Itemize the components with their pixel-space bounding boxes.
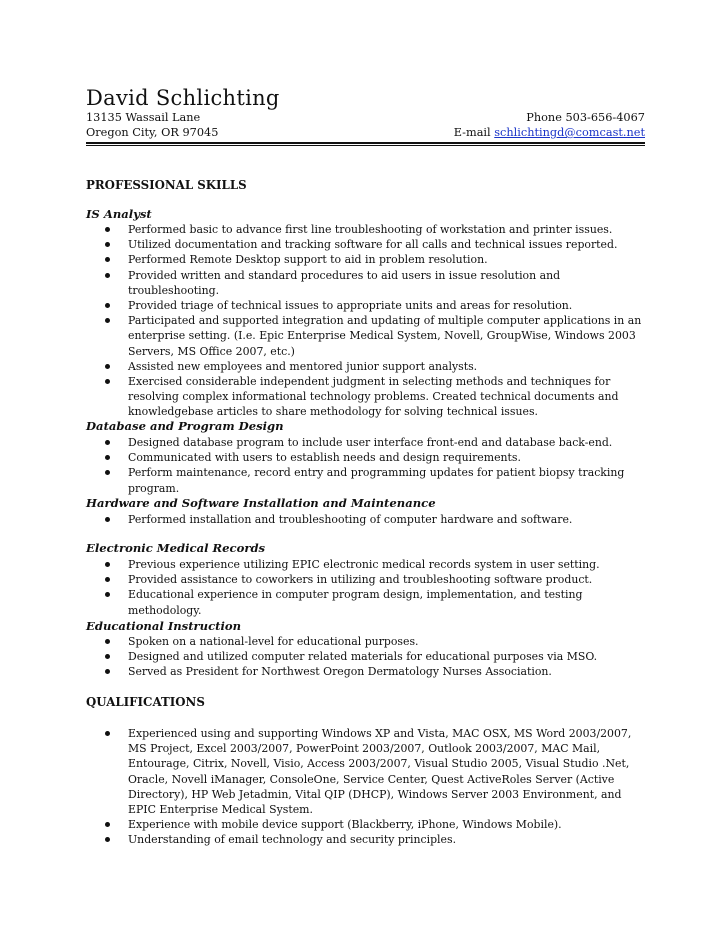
skill-group-heading-emr: Electronic Medical Records — [86, 541, 266, 555]
list-item-text: Experience with mobile device support (Blackberry, iPhone, Windows Mobile). — [128, 818, 562, 832]
list-item-text: Perform maintenance, record entry and programming updates for patient biopsy tracking program. — [128, 466, 625, 495]
list-item-text: Performed Remote Desktop support to aid in problem resolution. — [128, 253, 488, 267]
skill-group-heading-hardware: Hardware and Software Installation and Maintenance — [86, 496, 436, 510]
list-item — [86, 587, 645, 617]
qualifications-heading: QUALIFICATIONS — [86, 695, 205, 709]
list-item — [86, 268, 645, 298]
list-item — [86, 664, 645, 679]
list-item-text: Educational experience in computer program design, implementation, and testing methodology. — [128, 588, 583, 617]
bullet-icon — [105, 562, 110, 567]
bullet-icon — [105, 318, 110, 323]
skill-group-list-is-analyst — [86, 222, 645, 420]
bullet-icon — [105, 303, 110, 308]
bullet-icon — [105, 669, 110, 674]
list-item — [86, 649, 645, 664]
skill-group-heading-database: Database and Program Design — [86, 419, 284, 433]
list-item-text: Performed basic to advance first line troubleshooting of workstation and printer issues. — [128, 223, 613, 236]
list-item — [86, 726, 645, 817]
bullet-icon — [105, 639, 110, 644]
list-item — [86, 465, 645, 495]
list-item-text: Provided written and standard procedures to aid users in issue resolution and troubleshooting. — [128, 268, 561, 297]
list-item — [86, 634, 645, 649]
list-item-text: Designed and utilized computer related materials for educational purposes via MSO. — [128, 650, 598, 664]
bullet-icon — [105, 242, 110, 247]
list-item — [86, 359, 645, 374]
list-item-text: Provided triage of technical issues to appropriate units and areas for resolution. — [128, 299, 573, 313]
bullet-icon — [105, 364, 110, 369]
email-prefix: E-mail — [453, 126, 495, 139]
bullet-icon — [105, 257, 110, 262]
resume-body — [86, 0, 645, 942]
bullet-icon — [105, 731, 110, 736]
list-item-text: Utilized documentation and tracking software for all calls and technical issues reported. — [128, 238, 618, 252]
skill-group-heading-education: Educational Instruction — [86, 619, 242, 633]
list-item — [86, 512, 645, 527]
list-item-text: Designed database program to include user interface front-end and database back-end. — [128, 436, 613, 449]
list-item — [86, 450, 645, 465]
skill-group-list-database — [86, 435, 645, 496]
list-item — [86, 572, 645, 587]
list-item — [86, 252, 645, 267]
bullet-icon — [105, 517, 110, 522]
list-item-text: Assisted new employees and mentored junior support analysts. — [128, 359, 478, 373]
skill-group-list-emr — [86, 557, 645, 618]
bullet-icon — [105, 379, 110, 384]
list-item — [86, 222, 645, 237]
list-item-text: Spoken on a national-level for educational purposes. — [128, 635, 419, 648]
bullet-icon — [105, 227, 110, 232]
bullet-icon — [105, 592, 110, 597]
skill-group-list-hardware — [86, 512, 645, 527]
email-link[interactable]: schlichtingd@comcast.net — [494, 126, 645, 139]
professional-skills-heading: PROFESSIONAL SKILLS — [86, 178, 247, 192]
bullet-icon — [105, 822, 110, 827]
list-item-text: Provided assistance to coworkers in utilizing and troubleshooting software product. — [128, 573, 593, 587]
list-item-text: Participated and supported integration and updating of multiple computer applications in an enterprise setting. (I.e. Epic Enterprise Medical System, Novell, GroupWise, Windows 2003 Servers, MS Office 2007, etc.) — [128, 314, 642, 358]
list-item — [86, 374, 645, 420]
list-item-text: Served as President for Northwest Oregon Dermatology Nurses Association. — [128, 665, 552, 679]
phone-number: Phone 503-656-4067 — [526, 111, 645, 124]
bullet-icon — [105, 654, 110, 659]
skill-group-heading-is-analyst: IS Analyst — [86, 207, 152, 221]
bullet-icon — [105, 577, 110, 582]
list-item — [86, 832, 645, 847]
list-item — [86, 435, 645, 450]
bullet-icon — [105, 440, 110, 445]
bullet-icon — [105, 470, 110, 475]
address-line-1: 13135 Wassail Lane — [86, 111, 201, 124]
address-line-2: Oregon City, OR 97045 — [86, 126, 219, 139]
applicant-name: David Schlichting — [86, 86, 280, 110]
bullet-icon — [105, 455, 110, 460]
list-item — [86, 237, 645, 252]
bullet-icon — [105, 273, 110, 278]
list-item-text: Exercised considerable independent judgment in selecting methods and techniques for resolving complex informational technology problems. Created technical documents and knowledgebase articles to share methodology for solving technical issues. — [128, 375, 619, 419]
list-item-text: Previous experience utilizing EPIC electronic medical records system in user setting. — [128, 558, 600, 571]
skill-group-list-education — [86, 634, 645, 680]
list-item-text: Understanding of email technology and security principles. — [128, 833, 457, 847]
qualifications-list — [86, 726, 645, 848]
list-item — [86, 313, 645, 359]
bullet-icon — [105, 837, 110, 842]
list-item-text: Performed installation and troubleshooting of computer hardware and software. — [128, 513, 573, 526]
list-item-text: Communicated with users to establish needs and design requirements. — [128, 451, 521, 465]
list-item — [86, 817, 645, 832]
list-item — [86, 298, 645, 313]
list-item-text: Experienced using and supporting Windows XP and Vista, MAC OSX, MS Word 2003/2007, MS Project, Excel 2003/2007, PowerPoint 2003/2007, Outlook 2003/2007, MAC Mail, Entourage, Citrix, Novell, Visio, Access 2003/2007, Visual Studio 2005, Visual Studio .Net, Oracle, Novell iManager, ConsoleOne, Service Center, Quest ActiveRoles Server (Active Directory), HP Web Jetadmin, Vital QIP (DHCP), Windows Server 2003 Environment, and EPIC Enterprise Medical System. — [128, 727, 632, 817]
list-item — [86, 557, 645, 572]
